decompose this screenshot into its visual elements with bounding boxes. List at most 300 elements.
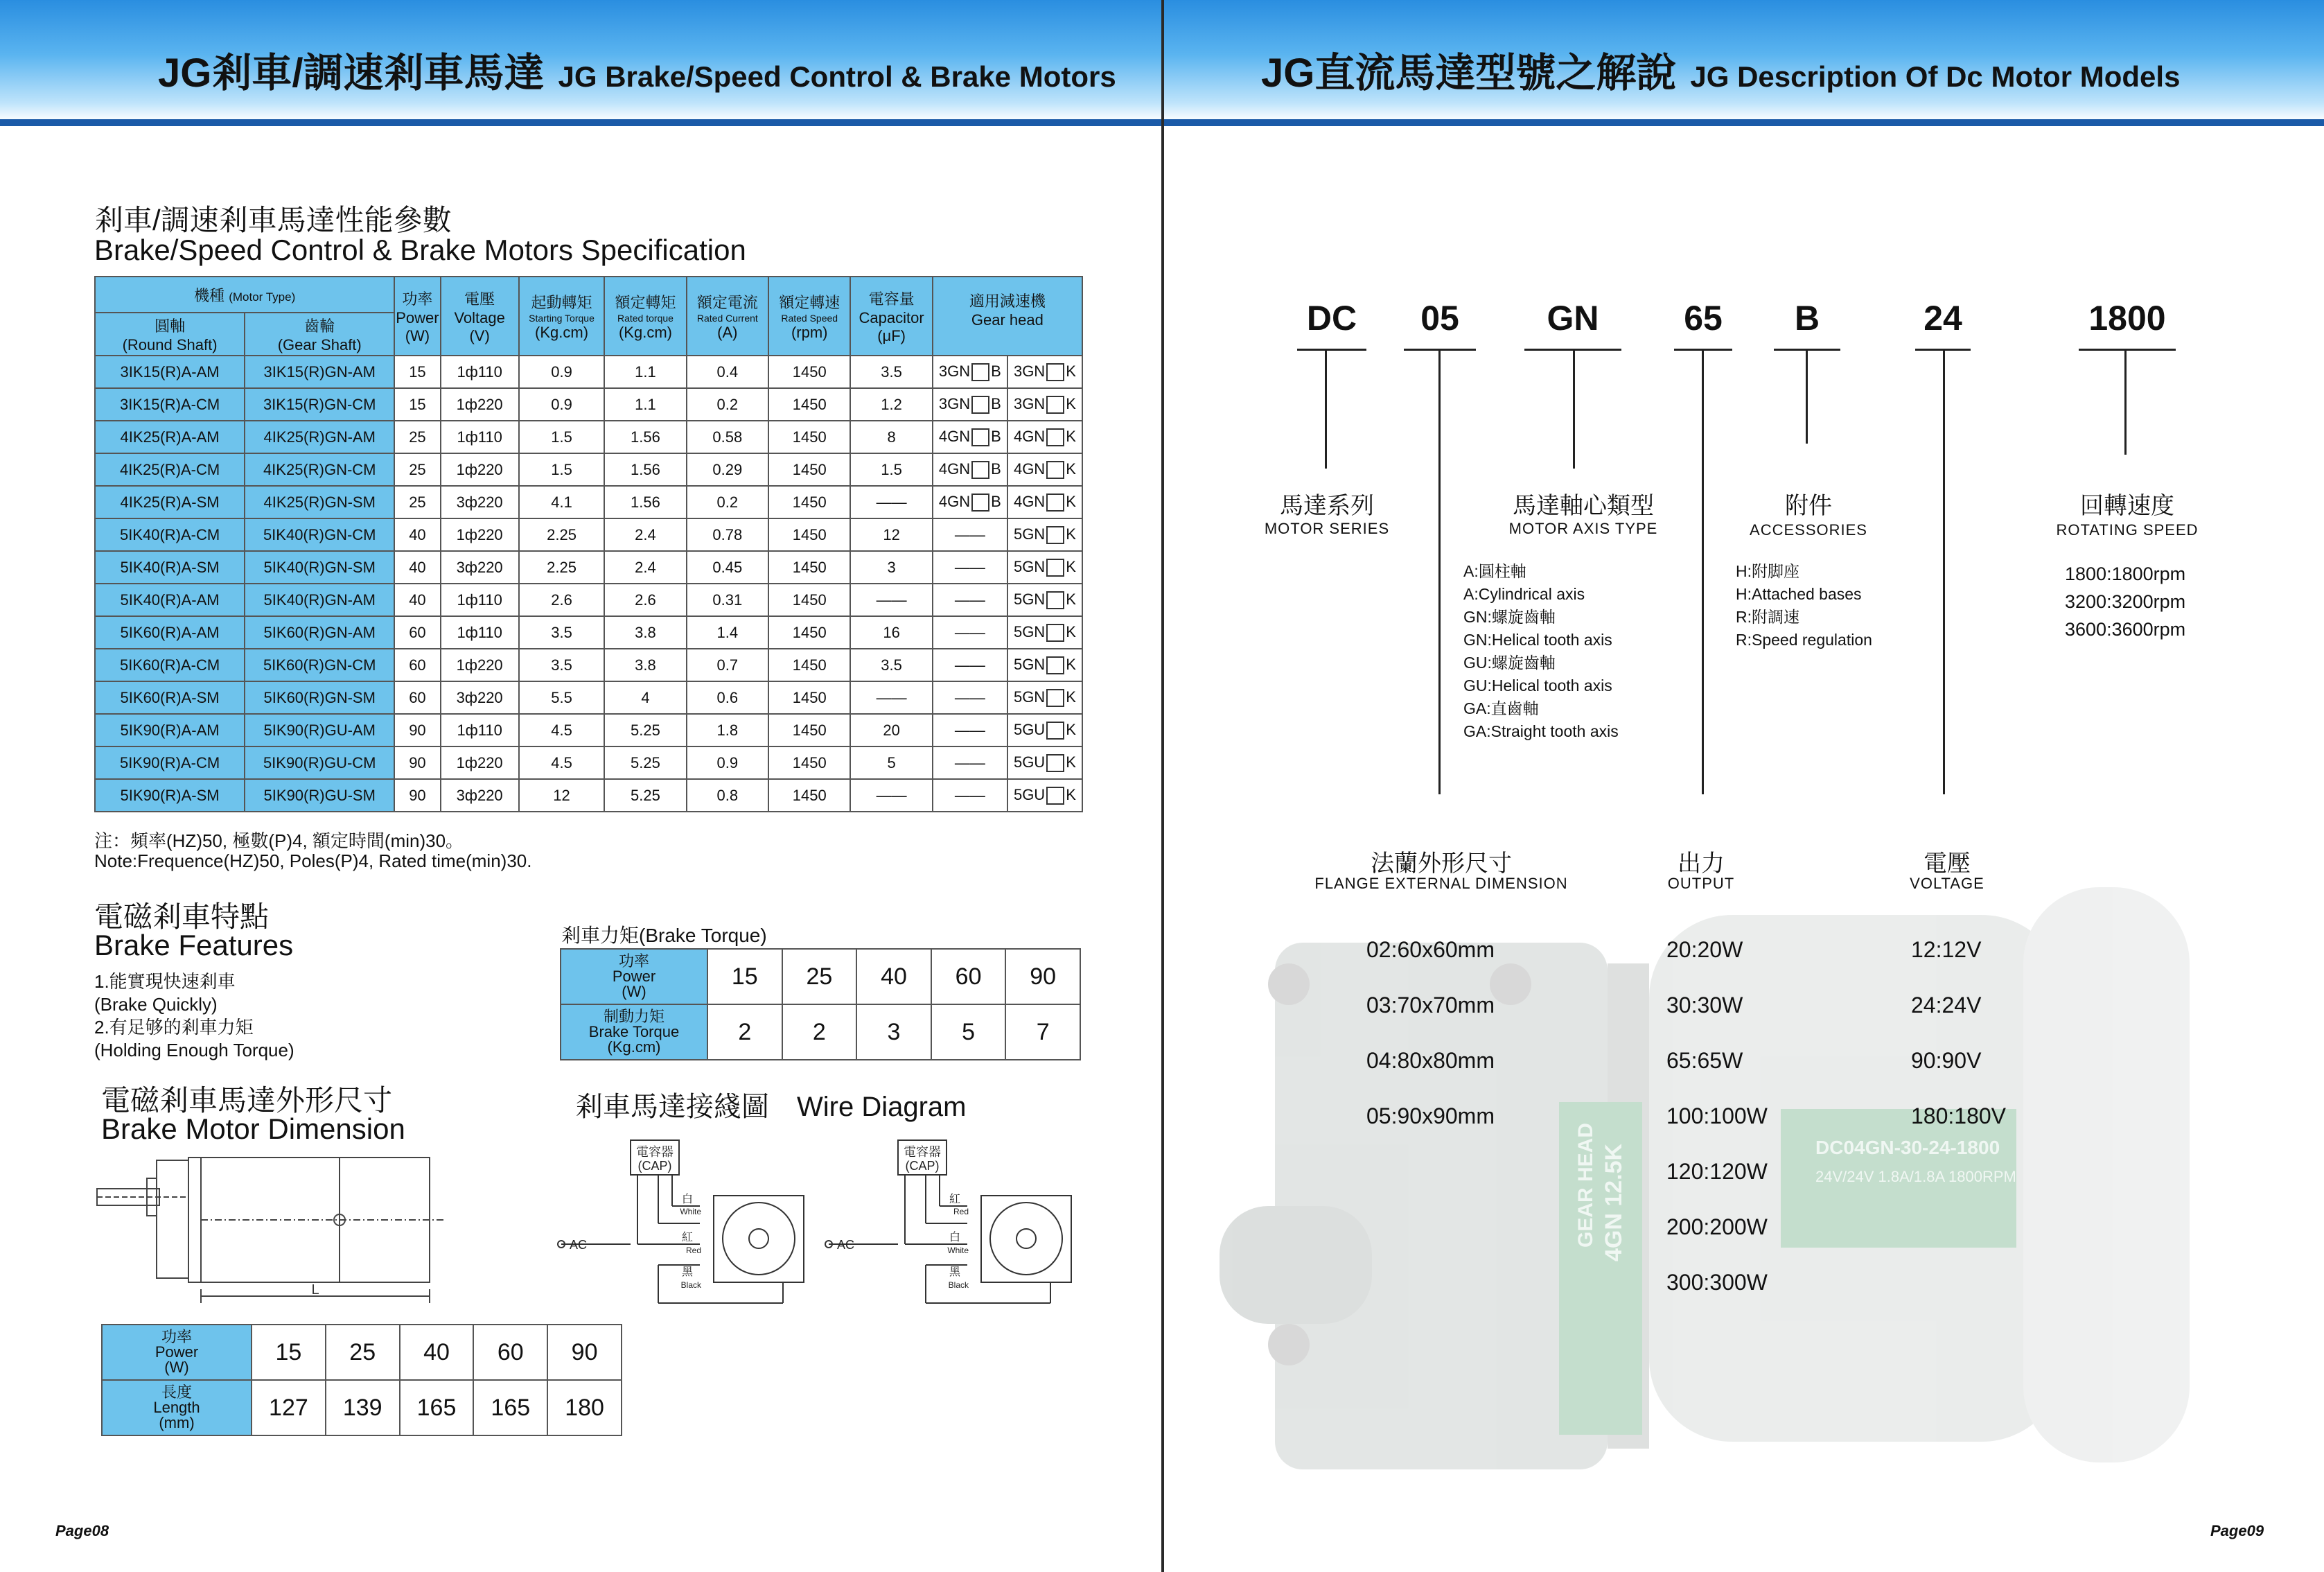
capacitor: 1.5 bbox=[850, 453, 932, 486]
motor-type-header: 機種 (Motor Type) bbox=[95, 277, 394, 313]
start-torque: 1.5 bbox=[519, 421, 605, 453]
spec-title-en: Brake/Speed Control & Brake Motors Specification bbox=[94, 234, 746, 266]
capacitor-header: 電容量 Capacitor (μF) bbox=[850, 277, 932, 356]
list-item: 03:70x70mm bbox=[1366, 993, 1495, 1018]
capacitor: —— bbox=[850, 584, 932, 616]
speed-list bbox=[2065, 560, 2185, 643]
gear-shaft-model: 3IK15(R)GN-AM bbox=[245, 356, 394, 388]
rated-speed: 1450 bbox=[768, 681, 850, 714]
list-item: 1800:1800rpm bbox=[2065, 564, 2186, 584]
gear-head-header: 適用減速機 Gear head bbox=[933, 277, 1082, 356]
checkbox bbox=[1046, 363, 1064, 381]
rated-current: 0.29 bbox=[687, 453, 768, 486]
feature-item: (Brake Quickly) bbox=[94, 994, 218, 1015]
wire-diagram-1 bbox=[554, 1137, 818, 1324]
round-shaft-model: 5IK40(R)A-AM bbox=[95, 584, 245, 616]
list-item: GA:直齒軸 bbox=[1463, 699, 1539, 717]
list-item: H:附脚座 bbox=[1736, 562, 1799, 580]
gear-head-k: 5GU K bbox=[1007, 746, 1082, 779]
rated-current: 1.8 bbox=[687, 714, 768, 746]
voltage-en: VOLTAGE bbox=[1910, 875, 1984, 892]
brake-features-list bbox=[94, 970, 294, 1062]
rated-torque: 5.25 bbox=[604, 714, 686, 746]
gear-head-k: 3GN K bbox=[1007, 388, 1082, 421]
rated-current-header: 額定電流 Rated Current (A) bbox=[687, 277, 768, 356]
round-shaft-model: 5IK40(R)A-SM bbox=[95, 551, 245, 584]
round-shaft-model: 4IK25(R)A-CM bbox=[95, 453, 245, 486]
gear-head-k: 4GN K bbox=[1007, 421, 1082, 453]
output-list bbox=[1666, 922, 1768, 1310]
wire2-r-en: Red bbox=[953, 1207, 969, 1216]
power: 40 bbox=[394, 518, 440, 551]
list-item: GN:Helical tooth axis bbox=[1463, 631, 1612, 649]
brake-features-zh: 電磁剎車特點 bbox=[94, 900, 270, 933]
dim-power: 40 bbox=[400, 1325, 474, 1380]
spec-row bbox=[95, 746, 1082, 779]
gear-head-k: 5GN K bbox=[1007, 518, 1082, 551]
list-item: A:圓柱軸 bbox=[1463, 562, 1526, 580]
gear-shaft-model: 3IK15(R)GN-CM bbox=[245, 388, 394, 421]
rated-current: 0.45 bbox=[687, 551, 768, 584]
gear-head-b: —— bbox=[933, 518, 1007, 551]
spec-row bbox=[95, 388, 1082, 421]
gear-shaft-header: 齒輪 (Gear Shaft) bbox=[245, 313, 394, 356]
rated-current: 0.9 bbox=[687, 746, 768, 779]
voltage: 1ф220 bbox=[441, 746, 519, 779]
bt-torque: 3 bbox=[856, 1004, 931, 1060]
wire-title: 剎車馬達接綫圖 Wire Diagram bbox=[575, 1092, 967, 1122]
motor-label-line2: 24V/24V 1.8A/1.8A 1800RPM bbox=[1815, 1168, 2016, 1185]
capacitor: —— bbox=[850, 779, 932, 812]
checkbox bbox=[1046, 754, 1064, 772]
dimension-table bbox=[101, 1324, 622, 1436]
line-output bbox=[1702, 351, 1704, 794]
motor-dimension-drawing bbox=[90, 1151, 457, 1317]
power: 15 bbox=[394, 388, 440, 421]
gear-shaft-model: 4IK25(R)GN-SM bbox=[245, 486, 394, 518]
checkbox bbox=[1046, 559, 1064, 577]
accessories-en: ACCESSORIES bbox=[1750, 521, 1867, 539]
round-shaft-model: 5IK60(R)A-AM bbox=[95, 616, 245, 649]
list-item: 100:100W bbox=[1666, 1103, 1768, 1128]
start-torque: 0.9 bbox=[519, 356, 605, 388]
bt-power: 25 bbox=[782, 949, 857, 1004]
dim-length: 180 bbox=[547, 1380, 622, 1435]
list-item: 05:90x90mm bbox=[1366, 1103, 1495, 1128]
list-item: R:Speed regulation bbox=[1736, 631, 1872, 649]
note-en: Note:Frequence(HZ)50, Poles(P)4, Rated time(min)30. bbox=[94, 850, 532, 871]
right-title-zh: JG直流馬達型號之解說 bbox=[1261, 51, 1677, 96]
wire2-cap-en: (CAP) bbox=[905, 1159, 940, 1173]
power: 60 bbox=[394, 616, 440, 649]
wire1-b-zh: 黑 bbox=[681, 1266, 693, 1278]
wire2-cap-zh: 電容器 bbox=[904, 1145, 941, 1159]
model-code-segment: 65 bbox=[1684, 299, 1723, 338]
flange-zh: 法蘭外形尺寸 bbox=[1371, 850, 1512, 877]
wire1-r-zh: 紅 bbox=[681, 1232, 693, 1243]
rated-speed: 1450 bbox=[768, 388, 850, 421]
round-shaft-model: 5IK60(R)A-SM bbox=[95, 681, 245, 714]
gear-shaft-model: 5IK40(R)GN-SM bbox=[245, 551, 394, 584]
voltage: 1ф220 bbox=[441, 453, 519, 486]
wire1-cap-en: (CAP) bbox=[637, 1159, 672, 1173]
rated-current: 1.4 bbox=[687, 616, 768, 649]
rated-torque: 2.6 bbox=[604, 584, 686, 616]
start-torque: 4.5 bbox=[519, 746, 605, 779]
motor-series-en: MOTOR SERIES bbox=[1264, 520, 1390, 537]
rated-speed: 1450 bbox=[768, 779, 850, 812]
dim-power: 90 bbox=[547, 1325, 622, 1380]
checkbox bbox=[1046, 656, 1064, 674]
start-torque: 2.25 bbox=[519, 551, 605, 584]
feature-item: (Holding Enough Torque) bbox=[94, 1040, 294, 1060]
rated-current: 0.4 bbox=[687, 356, 768, 388]
gear-shaft-model: 5IK90(R)GU-SM bbox=[245, 779, 394, 812]
gear-shaft-model: 4IK25(R)GN-AM bbox=[245, 421, 394, 453]
capacitor: —— bbox=[850, 486, 932, 518]
gear-head-k: 3GN K bbox=[1007, 356, 1082, 388]
rated-speed: 1450 bbox=[768, 518, 850, 551]
voltage: 3ф220 bbox=[441, 779, 519, 812]
checkbox bbox=[1046, 787, 1064, 805]
start-torque: 3.5 bbox=[519, 616, 605, 649]
round-shaft-model: 4IK25(R)A-SM bbox=[95, 486, 245, 518]
start-torque: 2.25 bbox=[519, 518, 605, 551]
rated-speed: 1450 bbox=[768, 486, 850, 518]
round-shaft-model: 5IK60(R)A-CM bbox=[95, 649, 245, 681]
start-torque: 3.5 bbox=[519, 649, 605, 681]
model-code-underline bbox=[2079, 349, 2176, 351]
rated-speed: 1450 bbox=[768, 453, 850, 486]
bt-power: 90 bbox=[1005, 949, 1080, 1004]
power: 90 bbox=[394, 779, 440, 812]
round-shaft-model: 5IK90(R)A-SM bbox=[95, 779, 245, 812]
rated-torque: 1.56 bbox=[604, 421, 686, 453]
axis-type-list bbox=[1463, 560, 1619, 743]
gear-head-b: 4GN B bbox=[933, 421, 1007, 453]
gear-shaft-model: 5IK40(R)GN-AM bbox=[245, 584, 394, 616]
round-shaft-model: 3IK15(R)A-CM bbox=[95, 388, 245, 421]
rated-speed: 1450 bbox=[768, 356, 850, 388]
wire2-w-en: White bbox=[947, 1246, 969, 1255]
gear-shaft-model: 5IK60(R)GN-SM bbox=[245, 681, 394, 714]
spec-row bbox=[95, 551, 1082, 584]
list-item: 24:24V bbox=[1911, 993, 1982, 1018]
list-item: GN:螺旋齒軸 bbox=[1463, 608, 1556, 626]
rated-torque: 3.8 bbox=[604, 616, 686, 649]
motor-label-line1: DC04GN-30-24-1800 bbox=[1815, 1137, 2000, 1158]
list-item: GA:Straight tooth axis bbox=[1463, 722, 1619, 740]
bt-torque: 2 bbox=[782, 1004, 857, 1060]
rated-current: 0.2 bbox=[687, 486, 768, 518]
rated-torque: 1.1 bbox=[604, 388, 686, 421]
bt-power: 40 bbox=[856, 949, 931, 1004]
line-speed bbox=[2124, 351, 2127, 455]
rated-torque: 1.1 bbox=[604, 356, 686, 388]
model-code-segment: 05 bbox=[1420, 299, 1459, 338]
gear-head-k: 4GN K bbox=[1007, 486, 1082, 518]
gear-head-label-2: 4GN 12.5K bbox=[1601, 1143, 1627, 1261]
checkbox bbox=[1046, 624, 1064, 642]
flange-list bbox=[1366, 922, 1495, 1144]
wire-diagram-2 bbox=[822, 1137, 1085, 1324]
wire1-w-zh: 白 bbox=[681, 1194, 693, 1205]
rated-torque: 5.25 bbox=[604, 746, 686, 779]
list-item: A:Cylindrical axis bbox=[1463, 585, 1585, 603]
dimension-title-zh: 電磁剎車馬達外形尺寸 bbox=[101, 1084, 393, 1117]
gear-head-k: 5GN K bbox=[1007, 649, 1082, 681]
rated-current: 0.6 bbox=[687, 681, 768, 714]
power: 25 bbox=[394, 453, 440, 486]
voltage: 1ф110 bbox=[441, 421, 519, 453]
capacitor: 16 bbox=[850, 616, 932, 649]
spec-row bbox=[95, 681, 1082, 714]
bt-power: 15 bbox=[707, 949, 782, 1004]
model-code-segment: B bbox=[1794, 299, 1820, 338]
rated-current: 0.8 bbox=[687, 779, 768, 812]
start-torque: 5.5 bbox=[519, 681, 605, 714]
capacitor: 12 bbox=[850, 518, 932, 551]
model-code-segment: 1800 bbox=[2088, 299, 2166, 338]
rated-torque: 2.4 bbox=[604, 551, 686, 584]
list-item: 3600:3600rpm bbox=[2065, 619, 2186, 640]
checkbox bbox=[971, 428, 989, 446]
power: 90 bbox=[394, 746, 440, 779]
round-shaft-model: 5IK90(R)A-AM bbox=[95, 714, 245, 746]
gear-head-b: —— bbox=[933, 551, 1007, 584]
list-item: GU:螺旋齒軸 bbox=[1463, 654, 1556, 672]
output-zh: 出力 bbox=[1678, 850, 1725, 877]
rated-speed: 1450 bbox=[768, 584, 850, 616]
spec-row bbox=[95, 421, 1082, 453]
start-torque: 2.6 bbox=[519, 584, 605, 616]
capacitor: 5 bbox=[850, 746, 932, 779]
list-item: GU:Helical tooth axis bbox=[1463, 676, 1612, 695]
rated-torque: 3.8 bbox=[604, 649, 686, 681]
gear-head-k: 5GN K bbox=[1007, 681, 1082, 714]
dim-length: 165 bbox=[400, 1380, 474, 1435]
accessories-zh: 附件 bbox=[1785, 493, 1832, 519]
capacitor: 3 bbox=[850, 551, 932, 584]
voltage: 3ф220 bbox=[441, 551, 519, 584]
start-torque: 12 bbox=[519, 779, 605, 812]
gear-head-b: 4GN B bbox=[933, 486, 1007, 518]
capacitor: 1.2 bbox=[850, 388, 932, 421]
brake-features-en: Brake Features bbox=[94, 929, 294, 961]
wire2-b-en: Black bbox=[948, 1280, 969, 1290]
spec-row bbox=[95, 584, 1082, 616]
power: 40 bbox=[394, 551, 440, 584]
line-voltage bbox=[1943, 351, 1945, 794]
page-number-left: Page08 bbox=[55, 1522, 109, 1539]
line-axis-type bbox=[1573, 351, 1575, 469]
capacitor: 3.5 bbox=[850, 649, 932, 681]
dim-power: 25 bbox=[326, 1325, 400, 1380]
gear-head-b: 3GN B bbox=[933, 356, 1007, 388]
voltage: 3ф220 bbox=[441, 486, 519, 518]
brake-torque-title: 剎車力矩(Brake Torque) bbox=[561, 925, 767, 946]
voltage: 1ф220 bbox=[441, 388, 519, 421]
line-flange bbox=[1438, 351, 1441, 794]
checkbox bbox=[971, 494, 989, 512]
voltage: 1ф110 bbox=[441, 616, 519, 649]
bt-torque: 5 bbox=[931, 1004, 1006, 1060]
wire1-ac: AC bbox=[570, 1238, 588, 1252]
voltage: 3ф220 bbox=[441, 681, 519, 714]
output-en: OUTPUT bbox=[1667, 875, 1735, 892]
wire1-cap-zh: 電容器 bbox=[636, 1145, 674, 1159]
start-torque: 0.9 bbox=[519, 388, 605, 421]
speed-en: ROTATING SPEED bbox=[2056, 521, 2199, 539]
rated-speed: 1450 bbox=[768, 421, 850, 453]
voltage: 1ф110 bbox=[441, 714, 519, 746]
spec-row bbox=[95, 714, 1082, 746]
spec-title-zh: 剎車/調速剎車馬達性能參數 bbox=[94, 204, 452, 236]
power: 25 bbox=[394, 486, 440, 518]
dim-length-label: 長度 Length (mm) bbox=[102, 1380, 252, 1435]
left-header-rule bbox=[0, 119, 1161, 126]
start-torque: 1.5 bbox=[519, 453, 605, 486]
rated-torque: 5.25 bbox=[604, 779, 686, 812]
voltage: 1ф220 bbox=[441, 518, 519, 551]
voltage-zh: 電壓 bbox=[1924, 850, 1971, 877]
right-page-title bbox=[1261, 40, 2180, 98]
spec-row bbox=[95, 649, 1082, 681]
gear-head-b: —— bbox=[933, 649, 1007, 681]
dim-power: 60 bbox=[473, 1325, 547, 1380]
checkbox bbox=[1046, 494, 1064, 512]
gear-shaft-model: 5IK60(R)GN-AM bbox=[245, 616, 394, 649]
model-code-segment: GN bbox=[1547, 299, 1599, 338]
rated-speed: 1450 bbox=[768, 649, 850, 681]
list-item: 120:120W bbox=[1666, 1159, 1768, 1184]
rated-current: 0.58 bbox=[687, 421, 768, 453]
list-item: 300:300W bbox=[1666, 1270, 1768, 1295]
list-item: 90:90V bbox=[1911, 1048, 1982, 1073]
gear-head-k: 5GN K bbox=[1007, 551, 1082, 584]
dim-power-label: 功率 Power (W) bbox=[102, 1325, 252, 1380]
power: 60 bbox=[394, 681, 440, 714]
list-item: 180:180V bbox=[1911, 1103, 2007, 1128]
start-torque: 4.5 bbox=[519, 714, 605, 746]
speed-zh: 回轉速度 bbox=[2080, 493, 2174, 519]
wire1-b-en: Black bbox=[680, 1280, 701, 1290]
left-title-zh: JG剎車/調速剎車馬達 bbox=[158, 51, 545, 96]
gear-head-b: —— bbox=[933, 779, 1007, 812]
round-shaft-header: 圓軸 (Round Shaft) bbox=[95, 313, 245, 356]
capacitor: —— bbox=[850, 681, 932, 714]
start-torque: 4.1 bbox=[519, 486, 605, 518]
bt-torque-label: 制動力矩 Brake Torque (Kg.cm) bbox=[561, 1004, 707, 1060]
bt-power: 60 bbox=[931, 949, 1006, 1004]
wire1-r-en: Red bbox=[685, 1246, 701, 1255]
power: 25 bbox=[394, 421, 440, 453]
model-code-segment: DC bbox=[1306, 299, 1357, 338]
bt-torque: 2 bbox=[707, 1004, 782, 1060]
axis-type-zh: 馬達軸心類型 bbox=[1513, 493, 1654, 519]
checkbox bbox=[1046, 722, 1064, 740]
dimension-title-en: Brake Motor Dimension bbox=[101, 1112, 405, 1145]
list-item: 04:80x80mm bbox=[1366, 1048, 1495, 1073]
start-torque-header: 起動轉矩 Starting Torque (Kg.cm) bbox=[519, 277, 605, 356]
brake-torque-table bbox=[560, 948, 1081, 1060]
power: 40 bbox=[394, 584, 440, 616]
right-header-rule bbox=[1164, 119, 2324, 126]
list-item: 65:65W bbox=[1666, 1048, 1743, 1073]
right-title-en: JG Description Of Dc Motor Models bbox=[1690, 60, 2181, 93]
rated-torque: 1.56 bbox=[604, 486, 686, 518]
gear-head-k: 4GN K bbox=[1007, 453, 1082, 486]
dim-length: 165 bbox=[473, 1380, 547, 1435]
list-item: 20:20W bbox=[1666, 937, 1743, 962]
power: 90 bbox=[394, 714, 440, 746]
power: 15 bbox=[394, 356, 440, 388]
model-code-segment: 24 bbox=[1924, 299, 1962, 338]
voltage: 1ф110 bbox=[441, 356, 519, 388]
round-shaft-model: 5IK90(R)A-CM bbox=[95, 746, 245, 779]
voltage: 1ф220 bbox=[441, 649, 519, 681]
rated-speed: 1450 bbox=[768, 551, 850, 584]
list-item: R:附調速 bbox=[1736, 608, 1799, 626]
list-item: 30:30W bbox=[1666, 993, 1743, 1018]
gear-head-k: 5GU K bbox=[1007, 779, 1082, 812]
motor-series-zh: 馬達系列 bbox=[1280, 493, 1374, 519]
left-page-title bbox=[158, 40, 1116, 98]
checkbox bbox=[971, 461, 989, 479]
wire2-b-zh: 黑 bbox=[949, 1266, 960, 1278]
feature-item: 1.能實現快速剎車 bbox=[94, 971, 236, 992]
rated-current: 0.7 bbox=[687, 649, 768, 681]
left-title-en: JG Brake/Speed Control & Brake Motors bbox=[558, 60, 1116, 93]
rated-speed: 1450 bbox=[768, 616, 850, 649]
list-item: 02:60x60mm bbox=[1366, 937, 1495, 962]
spec-row bbox=[95, 486, 1082, 518]
line-motor-series bbox=[1325, 351, 1327, 469]
power: 60 bbox=[394, 649, 440, 681]
dim-length: 127 bbox=[252, 1380, 326, 1435]
page-divider bbox=[1161, 0, 1164, 1572]
gear-shaft-model: 5IK90(R)GU-CM bbox=[245, 746, 394, 779]
accessories-list bbox=[1736, 560, 1872, 652]
rated-torque: 4 bbox=[604, 681, 686, 714]
feature-item: 2.有足够的剎車力矩 bbox=[94, 1017, 254, 1038]
gear-shaft-model: 5IK40(R)GN-CM bbox=[245, 518, 394, 551]
gear-head-k: 5GU K bbox=[1007, 714, 1082, 746]
round-shaft-model: 3IK15(R)A-AM bbox=[95, 356, 245, 388]
list-item: H:Attached bases bbox=[1736, 585, 1862, 603]
capacitor: 20 bbox=[850, 714, 932, 746]
spec-row bbox=[95, 616, 1082, 649]
spec-row bbox=[95, 453, 1082, 486]
gear-head-k: 5GN K bbox=[1007, 616, 1082, 649]
voltage-header: 電壓 Voltage (V) bbox=[441, 277, 519, 356]
gear-head-b: 4GN B bbox=[933, 453, 1007, 486]
bt-torque: 7 bbox=[1005, 1004, 1080, 1060]
gear-head-k: 5GN K bbox=[1007, 584, 1082, 616]
rated-torque: 1.56 bbox=[604, 453, 686, 486]
round-shaft-model: 4IK25(R)A-AM bbox=[95, 421, 245, 453]
rated-current: 0.31 bbox=[687, 584, 768, 616]
gear-head-b: 3GN B bbox=[933, 388, 1007, 421]
checkbox bbox=[1046, 526, 1064, 544]
voltage: 1ф110 bbox=[441, 584, 519, 616]
checkbox bbox=[1046, 591, 1064, 609]
wire1-w-en: White bbox=[680, 1207, 701, 1216]
gear-head-b: —— bbox=[933, 584, 1007, 616]
line-accessories bbox=[1806, 351, 1808, 444]
power-header: 功率 Power (W) bbox=[394, 277, 440, 356]
gear-shaft-model: 5IK90(R)GU-AM bbox=[245, 714, 394, 746]
